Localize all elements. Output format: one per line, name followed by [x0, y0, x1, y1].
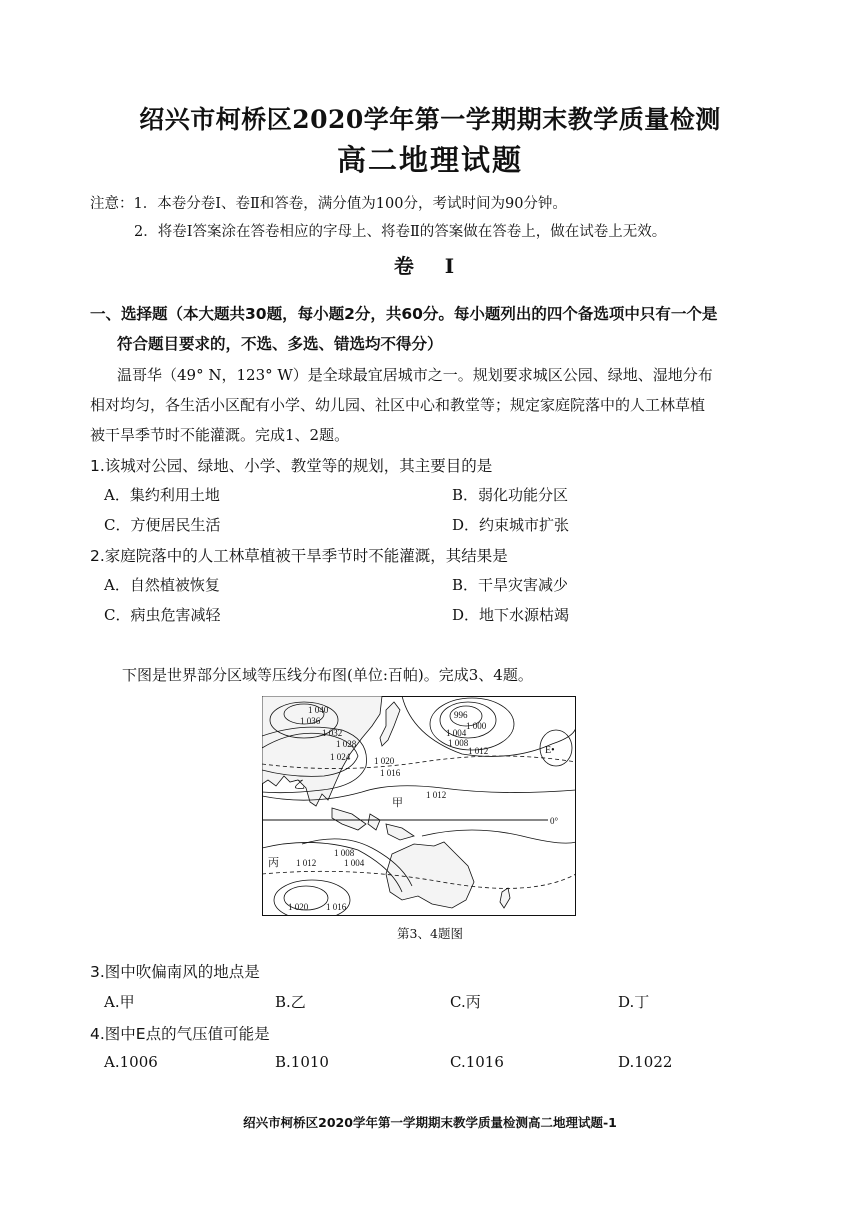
exam-subtitle: 高二地理试题 — [336, 143, 523, 177]
isobar-label: 1 000 — [466, 721, 487, 731]
q3-option-c: C.丙 — [450, 993, 481, 1011]
figure-caption: 第3、4题图 — [397, 926, 463, 941]
q1-option-b: B．弱化功能分区 — [452, 486, 569, 504]
passage2: 下图是世界部分区域等压线分布图(单位:百帕)。完成3、4题。 — [122, 666, 533, 684]
isobar-map — [262, 696, 576, 916]
isobar-label: 1 012 — [468, 746, 489, 756]
exam-title: 绍兴市柯桥区2020学年第一学期期末教学质量检测 — [139, 105, 721, 134]
isobar-label: 996 — [454, 710, 468, 720]
isobar-label: 1 012 — [296, 858, 317, 868]
q4-option-d: D.1022 — [618, 1053, 673, 1071]
q2-option-d: D．地下水源枯竭 — [452, 606, 570, 624]
passage1-line3: 被干旱季节时不能灌溉。完成1、2题。 — [90, 426, 350, 444]
isobar-label: 1 016 — [326, 902, 347, 912]
question-1-stem: 1.该城对公园、绿地、小学、教堂等的规划，其主要目的是 — [90, 457, 493, 475]
part1-heading-line1: 一、选择题（本大题共30题，每小题2分，共60分。每小题列出的四个备选项中只有一个是 — [90, 305, 718, 323]
isobar-label: 1 024 — [330, 752, 351, 762]
isobar-label: 1 004 — [446, 728, 467, 738]
isobar-label: 1 012 — [426, 790, 447, 800]
q1-option-a: A．集约利用土地 — [104, 486, 220, 504]
q2-option-c: C．病虫危害减轻 — [104, 606, 221, 624]
q4-option-a: A.1006 — [104, 1053, 158, 1071]
isobar-label: 1 020 — [374, 756, 395, 766]
point-yi: 乙 — [294, 779, 305, 791]
isobar-label: 1 036 — [300, 716, 321, 726]
question-2-stem: 2.家庭院落中的人工林草植被干旱季节时不能灌溉，其结果是 — [90, 547, 508, 565]
isobar-label: 1 008 — [334, 848, 355, 858]
page-footer: 绍兴市柯桥区2020学年第一学期期末教学质量检测高二地理试题-1 — [243, 1115, 617, 1130]
isobar-label: 1 032 — [322, 728, 343, 738]
isobar-label: 1 008 — [448, 738, 469, 748]
isobar-label: 1 028 — [336, 739, 357, 749]
note-line-1: 注意：1．本卷分卷Ⅰ、卷Ⅱ和答卷，满分值为100分，考试时间为90分钟。 — [90, 196, 567, 212]
q2-option-b: B．干旱灾害减少 — [452, 576, 569, 594]
q2-option-a: A．自然植被恢复 — [104, 576, 220, 594]
passage1-line2: 相对均匀，各生活小区配有小学、幼儿园、社区中心和教堂等；规定家庭院落中的人工林草植 — [90, 396, 706, 414]
question-3-stem: 3.图中吹偏南风的地点是 — [90, 963, 260, 981]
part1-heading-line2: 符合题目要求的，不选、多选、错选均不得分） — [117, 335, 443, 353]
section-title: 卷 Ⅰ — [393, 254, 467, 278]
isobar-label: 1 040 — [308, 705, 329, 715]
q1-option-d: D．约束城市扩张 — [452, 516, 570, 534]
passage1-line1: 温哥华（49° N，123° W）是全球最宜居城市之一。规划要求城区公园、绿地、湿地分布 — [117, 366, 713, 384]
q4-option-b: B.1010 — [275, 1053, 329, 1071]
q3-option-b: B.乙 — [275, 993, 306, 1011]
q3-option-a: A.甲 — [104, 993, 135, 1011]
point-bing: 丙 — [268, 857, 279, 869]
q4-option-c: C.1016 — [450, 1053, 504, 1071]
note-line-2: 2．将卷Ⅰ答案涂在答卷相应的字母上、将卷Ⅱ的答案做在答卷上，做在试卷上无效。 — [134, 224, 667, 240]
isobar-label: 1 020 — [288, 902, 309, 912]
isobar-label: 1 004 — [344, 858, 365, 868]
q3-option-d: D.丁 — [618, 993, 650, 1011]
equator-label: 0° — [550, 816, 559, 826]
question-4-stem: 4.图中E点的气压值可能是 — [90, 1025, 270, 1043]
point-jia: 甲 — [392, 797, 403, 809]
point-e: E• — [545, 745, 555, 756]
q1-option-c: C．方便居民生活 — [104, 516, 221, 534]
isobar-label: 1 016 — [380, 768, 401, 778]
